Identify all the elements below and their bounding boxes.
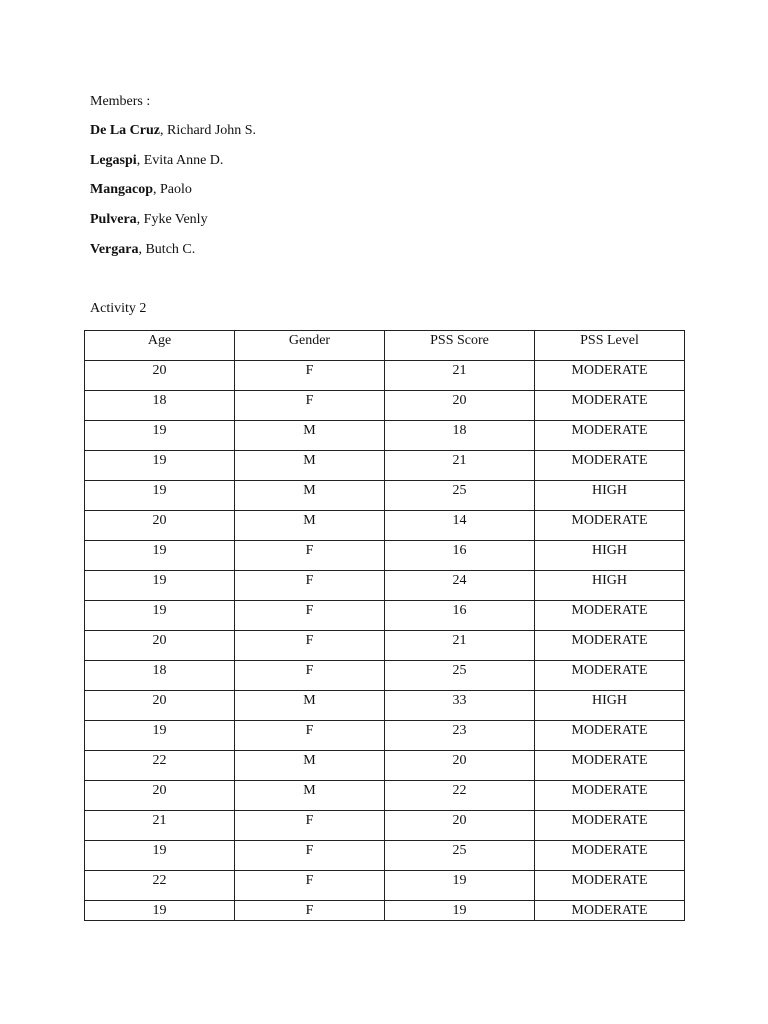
member-surname: De La Cruz — [90, 123, 160, 138]
member-entry — [90, 121, 256, 141]
pss-score-cell: 22 — [385, 781, 535, 811]
pss-score-cell: 25 — [385, 481, 535, 511]
table-header-row — [85, 331, 685, 361]
table-row — [85, 781, 685, 811]
age-cell: 22 — [85, 871, 235, 901]
table-row — [85, 361, 685, 391]
age-cell: 19 — [85, 901, 235, 921]
gender-cell: M — [235, 451, 385, 481]
pss-level-cell: MODERATE — [535, 421, 685, 451]
table-row — [85, 391, 685, 421]
table-row — [85, 721, 685, 751]
table-row — [85, 871, 685, 901]
pss-level-cell: MODERATE — [535, 841, 685, 871]
pss-level-cell: MODERATE — [535, 631, 685, 661]
age-cell: 19 — [85, 421, 235, 451]
pss-score-cell: 33 — [385, 691, 535, 721]
pss-score-cell: 23 — [385, 721, 535, 751]
age-cell: 18 — [85, 391, 235, 421]
column-header-pss-score: PSS Score — [385, 331, 535, 361]
member-entry — [90, 240, 195, 260]
pss-score-cell: 14 — [385, 511, 535, 541]
pss-level-cell: MODERATE — [535, 661, 685, 691]
pss-score-cell: 25 — [385, 661, 535, 691]
pss-level-cell: MODERATE — [535, 901, 685, 921]
activity-title: Activity 2 — [90, 301, 147, 316]
pss-score-cell: 24 — [385, 571, 535, 601]
members-heading: Members : — [90, 94, 151, 109]
gender-cell: F — [235, 631, 385, 661]
table-row — [85, 571, 685, 601]
gender-cell: F — [235, 361, 385, 391]
pss-level-cell: HIGH — [535, 541, 685, 571]
pss-level-cell: MODERATE — [535, 391, 685, 421]
member-surname: Mangacop — [90, 182, 153, 197]
gender-cell: F — [235, 721, 385, 751]
pss-level-cell: MODERATE — [535, 871, 685, 901]
age-cell: 20 — [85, 631, 235, 661]
pss-level-cell: MODERATE — [535, 721, 685, 751]
member-given-name: , Butch C. — [138, 242, 196, 257]
pss-score-cell: 18 — [385, 421, 535, 451]
table-row — [85, 541, 685, 571]
gender-cell: F — [235, 841, 385, 871]
gender-cell: M — [235, 481, 385, 511]
age-cell: 20 — [85, 511, 235, 541]
table-row — [85, 841, 685, 871]
gender-cell: F — [235, 601, 385, 631]
age-cell: 19 — [85, 601, 235, 631]
age-cell: 18 — [85, 661, 235, 691]
member-surname: Vergara — [90, 242, 139, 257]
member-given-name: , Fyke Venly — [136, 212, 208, 227]
member-entry — [90, 210, 208, 230]
table-row — [85, 631, 685, 661]
pss-level-cell: MODERATE — [535, 751, 685, 781]
age-cell: 19 — [85, 841, 235, 871]
age-cell: 22 — [85, 751, 235, 781]
age-cell: 19 — [85, 571, 235, 601]
table-row — [85, 661, 685, 691]
age-cell: 19 — [85, 721, 235, 751]
age-cell: 20 — [85, 691, 235, 721]
member-given-name: , Paolo — [153, 182, 192, 197]
gender-cell: M — [235, 421, 385, 451]
pss-level-cell: MODERATE — [535, 361, 685, 391]
pss-level-cell: MODERATE — [535, 781, 685, 811]
gender-cell: M — [235, 781, 385, 811]
column-header-pss-level: PSS Level — [535, 331, 685, 361]
pss-score-cell: 20 — [385, 751, 535, 781]
age-cell: 21 — [85, 811, 235, 841]
member-given-name: , Evita Anne D. — [136, 153, 224, 168]
gender-cell: F — [235, 901, 385, 921]
age-cell: 19 — [85, 541, 235, 571]
table-row — [85, 751, 685, 781]
pss-level-cell: MODERATE — [535, 601, 685, 631]
pss-score-cell: 21 — [385, 361, 535, 391]
pss-level-cell: HIGH — [535, 481, 685, 511]
pss-level-cell: HIGH — [535, 691, 685, 721]
pss-score-cell: 21 — [385, 631, 535, 661]
pss-data-table — [84, 330, 685, 921]
table-row — [85, 901, 685, 921]
table-row — [85, 691, 685, 721]
pss-score-cell: 19 — [385, 901, 535, 921]
member-entry — [90, 151, 223, 171]
table-row — [85, 481, 685, 511]
pss-score-cell: 19 — [385, 871, 535, 901]
gender-cell: M — [235, 751, 385, 781]
pss-score-cell: 21 — [385, 451, 535, 481]
pss-level-cell: MODERATE — [535, 511, 685, 541]
pss-score-cell: 25 — [385, 841, 535, 871]
gender-cell: M — [235, 691, 385, 721]
age-cell: 19 — [85, 481, 235, 511]
age-cell: 20 — [85, 781, 235, 811]
member-surname: Legaspi — [90, 153, 137, 168]
table-row — [85, 811, 685, 841]
member-surname: Pulvera — [90, 212, 137, 227]
column-header-age: Age — [85, 331, 235, 361]
pss-score-cell: 16 — [385, 601, 535, 631]
table-row — [85, 421, 685, 451]
age-cell: 19 — [85, 451, 235, 481]
gender-cell: F — [235, 661, 385, 691]
pss-level-cell: MODERATE — [535, 451, 685, 481]
gender-cell: F — [235, 811, 385, 841]
gender-cell: F — [235, 541, 385, 571]
pss-score-cell: 16 — [385, 541, 535, 571]
table-row — [85, 451, 685, 481]
pss-score-cell: 20 — [385, 811, 535, 841]
member-entry — [90, 180, 192, 200]
table-row — [85, 511, 685, 541]
column-header-gender: Gender — [235, 331, 385, 361]
gender-cell: F — [235, 391, 385, 421]
pss-level-cell: HIGH — [535, 571, 685, 601]
table-row — [85, 601, 685, 631]
pss-level-cell: MODERATE — [535, 811, 685, 841]
pss-score-cell: 20 — [385, 391, 535, 421]
gender-cell: M — [235, 511, 385, 541]
gender-cell: F — [235, 571, 385, 601]
gender-cell: F — [235, 871, 385, 901]
age-cell: 20 — [85, 361, 235, 391]
table-body — [85, 361, 685, 921]
member-given-name: , Richard John S. — [160, 123, 257, 138]
